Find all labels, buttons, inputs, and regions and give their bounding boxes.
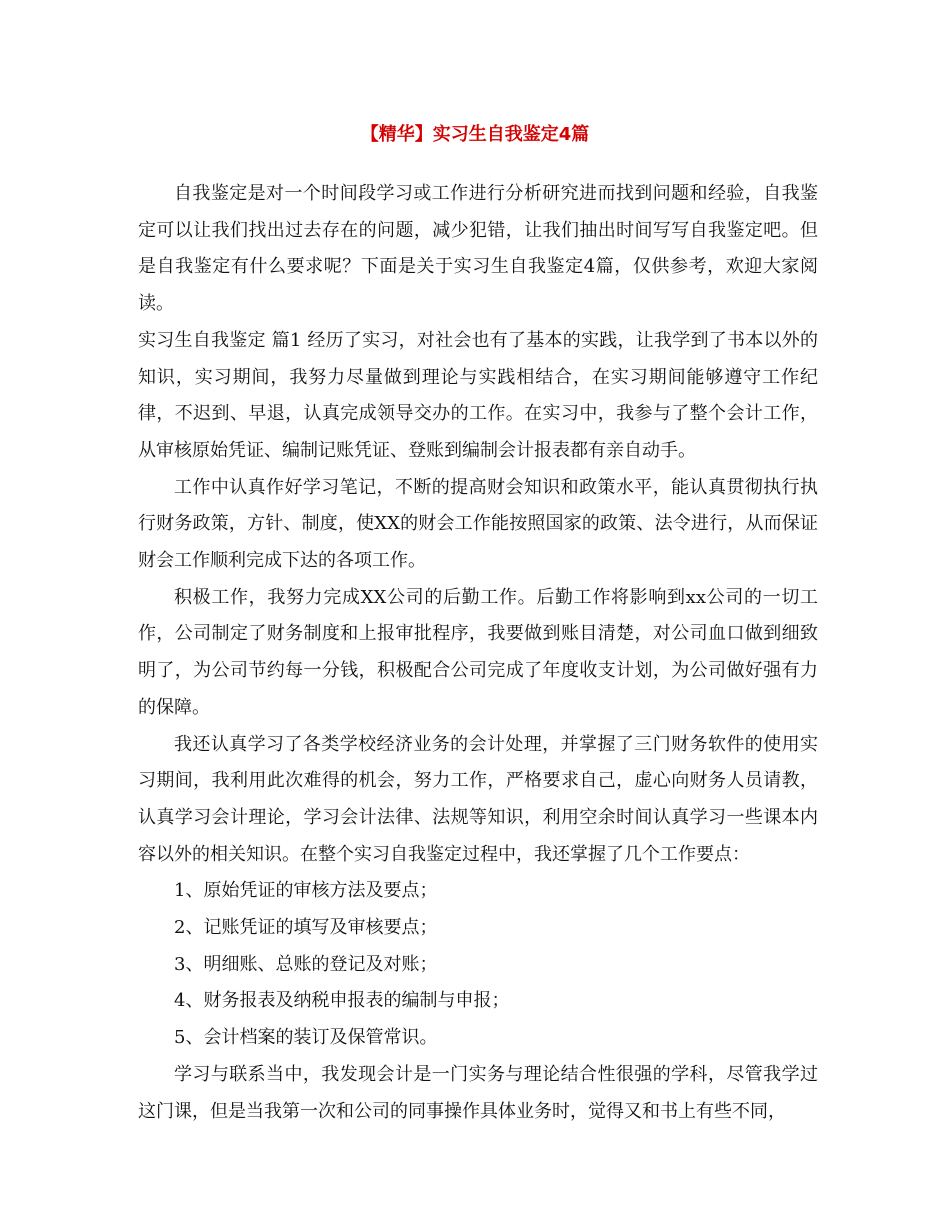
list-item: 3、明细账、总账的登记及对账； <box>174 953 438 975</box>
list-item: 2、记账凭证的填写及审核要点； <box>174 917 438 939</box>
document-title: 【精华】实习生自我鉴定4篇 <box>360 124 590 145</box>
list-item: 4、财务报表及纳税申报表的编制与申报； <box>174 990 510 1012</box>
list-item: 5、会计档案的装订及保管常识。 <box>174 1027 438 1049</box>
logistics-paragraph: 积极工作，我努力完成XX公司的后勤工作。后勤工作将影响到xx公司的一切工作，公司制定了财务制度和上报审批程序，我要做到账目清楚，对公司血口做到细致明了，为公司节约每一分钱，积极配合公司完成了年度收支计划，为公司做好强有力的保障。 <box>138 586 818 718</box>
list-item: 1、原始凭证的审核方法及要点； <box>174 880 438 902</box>
closing-paragraph: 学习与联系当中，我发现会计是一门实务与理论结合性很强的学科，尽管我学过这门课，但是当我第一次和公司的同事操作具体业务时，觉得又和书上有些不同， <box>138 1063 818 1122</box>
study-notes-paragraph: 工作中认真作好学习笔记，不断的提高财会知识和政策水平，能认真贯彻执行执行财务政策，方针、制度，使XX的财会工作能按照国家的政策、法令进行，从而保证财会工作顺利完成下达的各项工作。 <box>138 476 818 572</box>
section-1-paragraph: 实习生自我鉴定 篇1 经历了实习，对社会也有了基本的实践，让我学到了书本以外的知识，实习期间，我努力尽量做到理论与实践相结合，在实习期间能够遵守工作纪律，不迟到、早退，认真完成领导交办的工作。在实习中，我参与了整个会计工作，从审核原始凭证、编制记账凭证、登账到编制会计报表都有亲自动手。 <box>138 329 818 461</box>
intro-paragraph: 自我鉴定是对一个时间段学习或工作进行分析研究进而找到问题和经验，自我鉴定可以让我们找出过去存在的问题，减少犯错，让我们抽出时间写写自我鉴定吧。但是自我鉴定有什么要求呢？下面是关于实习生自我鉴定4篇，仅供参考，欢迎大家阅读。 <box>138 183 818 315</box>
document-body <box>138 176 818 1130</box>
accounting-study-paragraph: 我还认真学习了各类学校经济业务的会计处理，并掌握了三门财务软件的使用实习期间，我利用此次难得的机会，努力工作，严格要求自己，虚心向财务人员请教，认真学习会计理论，学习会计法律、法规等知识，利用空余时间认真学习一些课本内容以外的相关知识。在整个实习自我鉴定过程中，我还掌握了几个工作要点： <box>138 733 818 865</box>
